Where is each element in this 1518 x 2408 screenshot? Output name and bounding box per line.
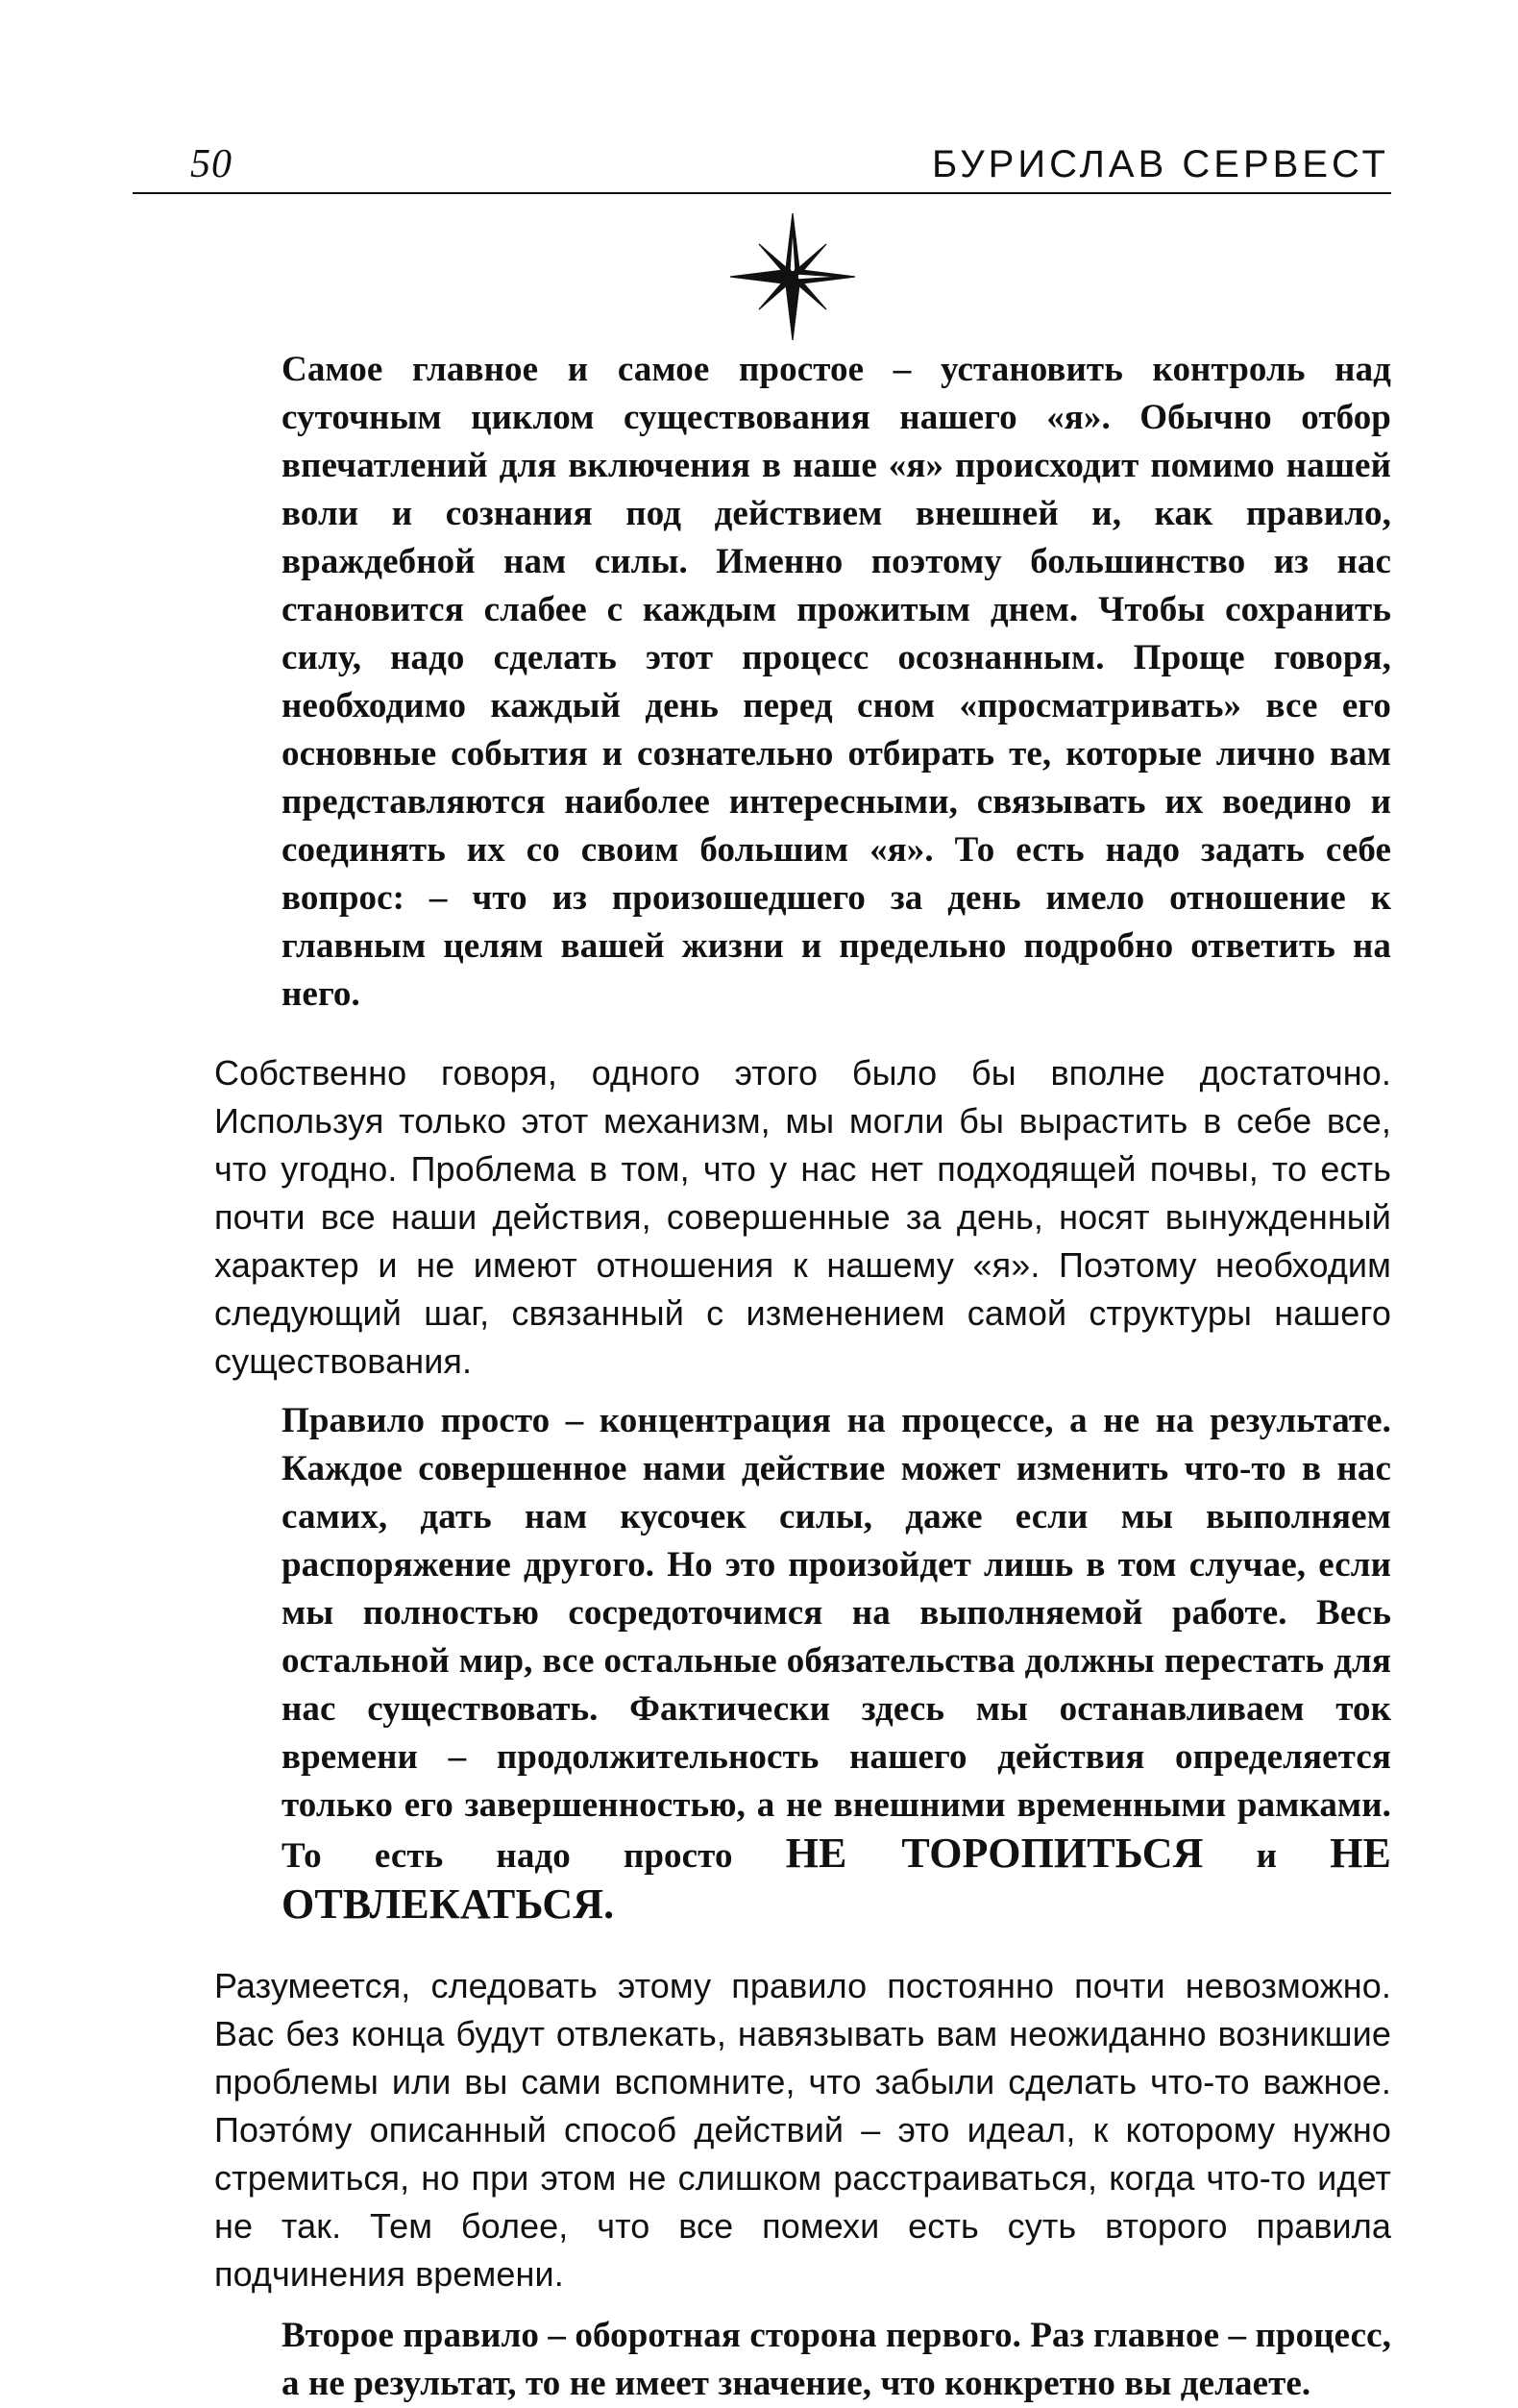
page-body [214, 346, 1391, 2408]
paragraph-3-emphasis-1: НЕ ТОРОПИТЬСЯ [785, 1830, 1204, 1877]
paragraph-3-joiner: и [1256, 1836, 1278, 1876]
paragraph-5: Второе правило – оборотная сторона первого. Раз главное – процесс, а не результат, то не имеет значение, что конкретно вы делаете. [282, 2316, 1391, 2403]
running-head [133, 135, 1391, 194]
paragraph-4: Разумеется, следовать этому правило постоянно почти невозможно. Вас без конца будут отвлекать, навязывать вам неожиданно возникшие проблемы или вы сами вспомните, что забыли сделать что-то важное. Поэто́му описанный способ действий – это идеал, к которому нужно стремиться, но при этом не слишком расстраиваться, когда что-то идет не так. Тем более, что все помехи есть суть второго правила подчинения времени. [214, 1966, 1391, 2294]
paragraph-2: Собственно говоря, одного этого было бы вполне достаточно. Используя только этот механизм, мы могли бы вырастить в себе все, что угодно. Проблема в том, что у нас нет подходящей почвы, то есть почти все наши действия, совершенные за день, носят вынужденный характер и не имеют отношения к нашему «я». Поэтому необходим следующий шаг, связанный с изменением самой структуры нашего существования. [214, 1053, 1391, 1381]
running-head-author: БУРИСЛАВ СЕРВЕСТ [931, 143, 1389, 185]
paragraph-3-emphasis-2: НЕ ОТВЛЕКАТЬСЯ. [282, 1830, 1391, 1928]
page-number: 50 [190, 142, 233, 186]
paragraph-3 [214, 1397, 1391, 1931]
compass-rose-icon [730, 213, 855, 340]
paragraph-1: Самое главное и самое простое – установить контроль над суточным циклом существования нашего «я». Обычно отбор впечатлений для включения в наше «я» происходит помимо нашей воли и сознания под действием внешней и, как правило, враждебной нам силы. Именно поэтому большинство из нас становится слабее с каждым прожитым днем. Чтобы сохранить силу, надо сделать этот процесс осознанным. Проще говоря, необходимо каждый день перед сном «просматривать» все его основные события и сознательно отбирать те, которые лично вам представляются наиболее интересными, связывать их воедино и соединять их со своим большим «я». То есть надо задать себе вопрос: – что из произошедшего за день имело отношение к главным целям вашей жизни и предельно подробно ответить на него. [282, 350, 1391, 1014]
paragraph-3-text: Правило просто – концентрация на процессе, а не на результате. Каждое совершенное нами действие может изменить что-то в нас самих, дать нам кусочек силы, даже если мы выполняем распоряжение другого. Но это произойдет лишь в том случае, если мы полностью сосредоточимся на выполняемой работе. Весь остальной мир, все остальные обязательства должны перестать для нас существовать. Фактически здесь мы останавливаем ток времени – продолжительность нашего действия определяется только его завершенностью, а не внешними временными рамками. То есть надо просто [282, 1401, 1391, 1876]
